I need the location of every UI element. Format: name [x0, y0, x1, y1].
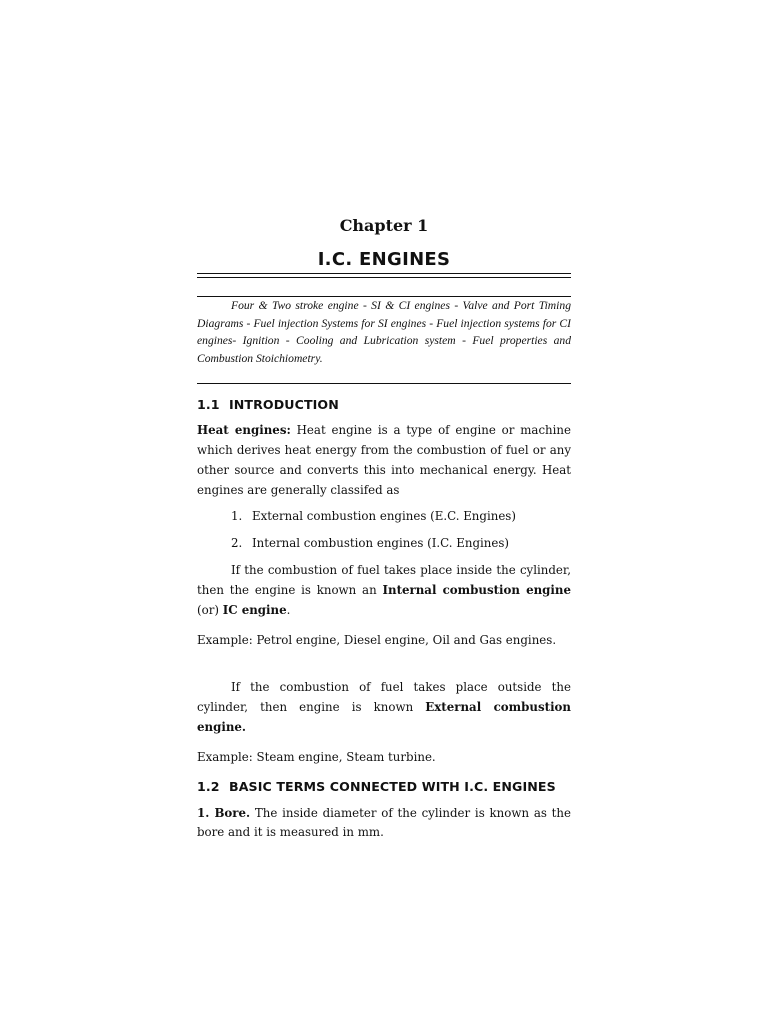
chapter-synopsis: Four & Two stroke engine - SI & CI engines - Valve and Port Timing Diagrams - Fuel injection Systems for SI engines - Fuel injection systems for CI engines- Ignition - Cooling and Lubrication system - Fuel properties and Combustion Stoichiometry. [197, 296, 571, 384]
heat-engines-definition: Heat engine is a type of engine or machine which derives heat energy from the combustion of fuel or any other source and converts this into mechanical energy. Heat engines are generally classifed as [197, 423, 572, 497]
internal-combustion-paragraph [197, 560, 571, 620]
example-external-paragraph: Example: Steam engine, Steam turbine. [197, 750, 436, 764]
section-number: 1.2 [197, 779, 220, 794]
list-item-number: 1. [231, 509, 243, 523]
section-heading-introduction [197, 397, 571, 413]
list-item-text: External combustion engines (E.C. Engines) [252, 509, 516, 523]
heat-engines-paragraph [197, 420, 571, 500]
ic-engine-term: IC engine [222, 603, 287, 617]
list-item-number: 2. [231, 536, 243, 550]
bore-definition-paragraph [197, 804, 571, 842]
bore-term: 1. Bore. [197, 806, 251, 820]
example-internal-paragraph: Example: Petrol engine, Diesel engine, Oil and Gas engines. [197, 633, 557, 647]
external-combustion-term: External combustion engine. [197, 700, 572, 734]
internal-combustion-or: (or) [197, 603, 223, 617]
list-item [231, 533, 571, 553]
section-number: 1.1 [197, 397, 220, 412]
list-item [231, 506, 571, 526]
external-combustion-text: If the combustion of fuel takes place outside the cylinder, then engine is known [197, 680, 571, 714]
list-item-text: Internal combustion engines (I.C. Engines) [252, 536, 510, 550]
internal-combustion-period: . [286, 603, 291, 617]
internal-combustion-text: If the combustion of fuel takes place inside the cylinder, then the engine is known an [197, 563, 571, 597]
bore-definition: The inside diameter of the cylinder is known as the bore and it is measured in mm. [197, 806, 571, 839]
section-title: BASIC TERMS CONNECTED WITH I.C. ENGINES [229, 779, 556, 794]
chapter-label: Chapter 1 [339, 216, 429, 235]
internal-combustion-term: Internal combustion engine [382, 583, 571, 597]
chapter-title: I.C. ENGINES [317, 249, 451, 270]
section-title: INTRODUCTION [229, 397, 339, 412]
heat-engines-term: Heat engines: [197, 423, 291, 437]
external-combustion-paragraph [197, 677, 571, 737]
section-heading-basic-terms [197, 779, 571, 795]
title-double-rule [197, 273, 571, 278]
